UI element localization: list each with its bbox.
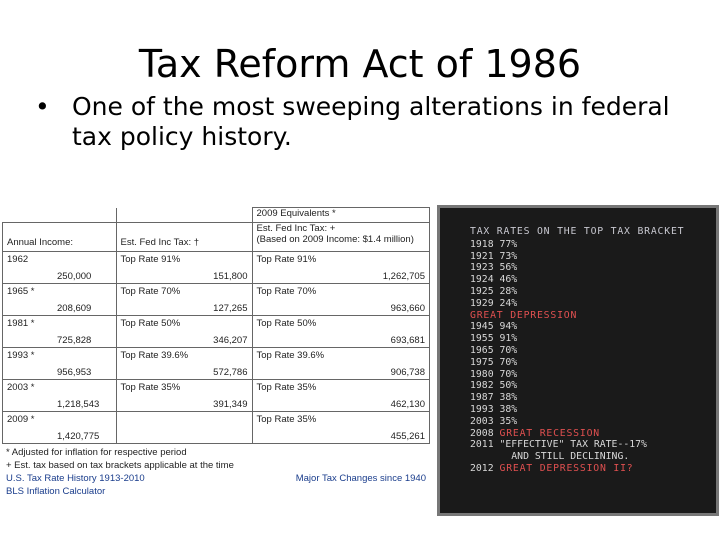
top-bracket-rates-panel — [437, 205, 719, 516]
rate-line-text: 1925 28% — [470, 285, 518, 297]
table-row — [3, 284, 430, 316]
col-header-2009-tax: Est. Fed Inc Tax: + — [256, 223, 336, 234]
rate-line — [470, 345, 716, 357]
rate-line — [470, 333, 716, 345]
rate-line — [470, 404, 716, 416]
rate-line — [470, 286, 716, 298]
row-year: 1962 — [7, 254, 29, 265]
row-tax: 572,786 — [213, 367, 248, 378]
row-rate: Top Rate 91% — [120, 254, 181, 265]
row-rate-2009: Top Rate 50% — [256, 318, 317, 329]
rate-line — [470, 321, 716, 333]
row-tax: 391,349 — [213, 399, 248, 410]
rate-line — [470, 451, 716, 463]
rate-line-text: 1923 56% — [470, 262, 518, 274]
note-brackets: + Est. tax based on tax brackets applicable at the time — [6, 460, 234, 471]
row-income: 208,609 — [57, 303, 92, 314]
rate-line-text: 2008 — [470, 427, 500, 439]
rate-line-text: GREAT DEPRESSION — [470, 309, 578, 321]
row-income: 250,000 — [57, 271, 92, 282]
row-tax-2009: 462,130 — [390, 399, 425, 410]
bullet-point — [35, 92, 675, 152]
row-year: 1965 * — [7, 286, 35, 297]
row-year: 2003 * — [7, 382, 35, 393]
rate-line-text: 1955 91% — [470, 333, 518, 345]
table-notes — [2, 444, 430, 500]
rate-line — [470, 369, 716, 381]
rate-line — [470, 428, 716, 440]
link-rate-history[interactable]: U.S. Tax Rate History 1913-2010 — [6, 473, 145, 484]
row-year: 2009 * — [7, 414, 35, 425]
rate-line-text: AND STILL DECLINING. — [470, 451, 630, 463]
rate-line-text: 2012 — [470, 462, 500, 474]
tax-equivalents-table — [2, 207, 430, 514]
rate-line-event: GREAT RECESSION — [499, 427, 600, 439]
row-tax-2009: 455,261 — [390, 431, 425, 442]
equiv-header: 2009 Equivalents * — [252, 208, 430, 223]
row-year: 1993 * — [7, 350, 35, 361]
row-tax-2009: 1,262,705 — [382, 271, 425, 282]
rate-line-text: 1965 70% — [470, 344, 518, 356]
rate-line — [470, 392, 716, 404]
rate-line-text: 1929 24% — [470, 297, 518, 309]
row-income: 1,218,543 — [57, 399, 100, 410]
row-rate-2009: Top Rate 39.6% — [256, 350, 325, 361]
row-rate: Top Rate 50% — [120, 318, 181, 329]
rate-line-text: 1945 94% — [470, 321, 518, 333]
row-rate-2009: Top Rate 35% — [256, 382, 317, 393]
rate-line-text: 2003 35% — [470, 415, 518, 427]
row-tax-2009: 906,738 — [390, 367, 425, 378]
row-tax: 346,207 — [213, 335, 248, 346]
rate-line-text: 1921 73% — [470, 250, 518, 262]
row-tax-2009: 963,660 — [390, 303, 425, 314]
rate-line-text: 1924 46% — [470, 274, 518, 286]
row-rate-2009: Top Rate 70% — [256, 286, 317, 297]
table-row — [3, 316, 430, 348]
panel-heading: TAX RATES ON THE TOP TAX BRACKET — [470, 226, 685, 237]
rate-line — [470, 251, 716, 263]
rate-line — [470, 262, 716, 274]
rate-line-event: GREAT DEPRESSION II? — [499, 462, 634, 474]
row-income: 1,420,775 — [57, 431, 100, 442]
row-income: 725,828 — [57, 335, 92, 346]
rate-line-text: 1918 77% — [470, 238, 518, 250]
row-rate-2009: Top Rate 91% — [256, 254, 317, 265]
rate-line — [470, 463, 716, 475]
row-income: 956,953 — [57, 367, 92, 378]
row-rate: Top Rate 35% — [120, 382, 181, 393]
row-tax: 151,800 — [213, 271, 248, 282]
col-header-2009-basis: (Based on 2009 Income: $1.4 million) — [256, 234, 414, 245]
rate-line — [470, 239, 716, 251]
rate-line — [470, 380, 716, 392]
rate-line — [470, 357, 716, 369]
rate-line — [470, 416, 716, 428]
row-rate: Top Rate 39.6% — [120, 350, 189, 361]
row-year: 1981 * — [7, 318, 35, 329]
rate-line — [470, 310, 716, 322]
col-header-income: Annual Income: — [7, 237, 74, 248]
rate-line-text: 1982 50% — [470, 380, 518, 392]
rate-line — [470, 439, 716, 451]
rate-line-text: 1987 38% — [470, 392, 518, 404]
table-row — [3, 348, 430, 380]
rate-line-text: 1993 38% — [470, 403, 518, 415]
row-rate: Top Rate 70% — [120, 286, 181, 297]
link-inflation-calc[interactable]: BLS Inflation Calculator — [6, 486, 106, 497]
row-tax: 127,265 — [213, 303, 248, 314]
row-rate-2009: Top Rate 35% — [256, 414, 317, 425]
bullet-dot: • — [35, 92, 50, 121]
rate-line-text: 2011 "EFFECTIVE" TAX RATE--17% — [470, 439, 647, 451]
row-tax-2009: 693,681 — [390, 335, 425, 346]
table-row — [3, 412, 430, 444]
col-header-tax: Est. Fed Inc Tax: † — [120, 237, 200, 248]
rate-line — [470, 274, 716, 286]
link-tax-changes[interactable]: Major Tax Changes since 1940 — [295, 473, 426, 484]
rate-line-text: 1980 70% — [470, 368, 518, 380]
table-row — [3, 252, 430, 284]
rate-line-text: 1975 70% — [470, 356, 518, 368]
bullet-text: One of the most sweeping alterations in federal tax policy history. — [72, 92, 670, 151]
rate-line — [470, 298, 716, 310]
slide-title: Tax Reform Act of 1986 — [138, 42, 582, 86]
table-row — [3, 380, 430, 412]
note-inflation: * Adjusted for inflation for respective period — [6, 447, 187, 458]
